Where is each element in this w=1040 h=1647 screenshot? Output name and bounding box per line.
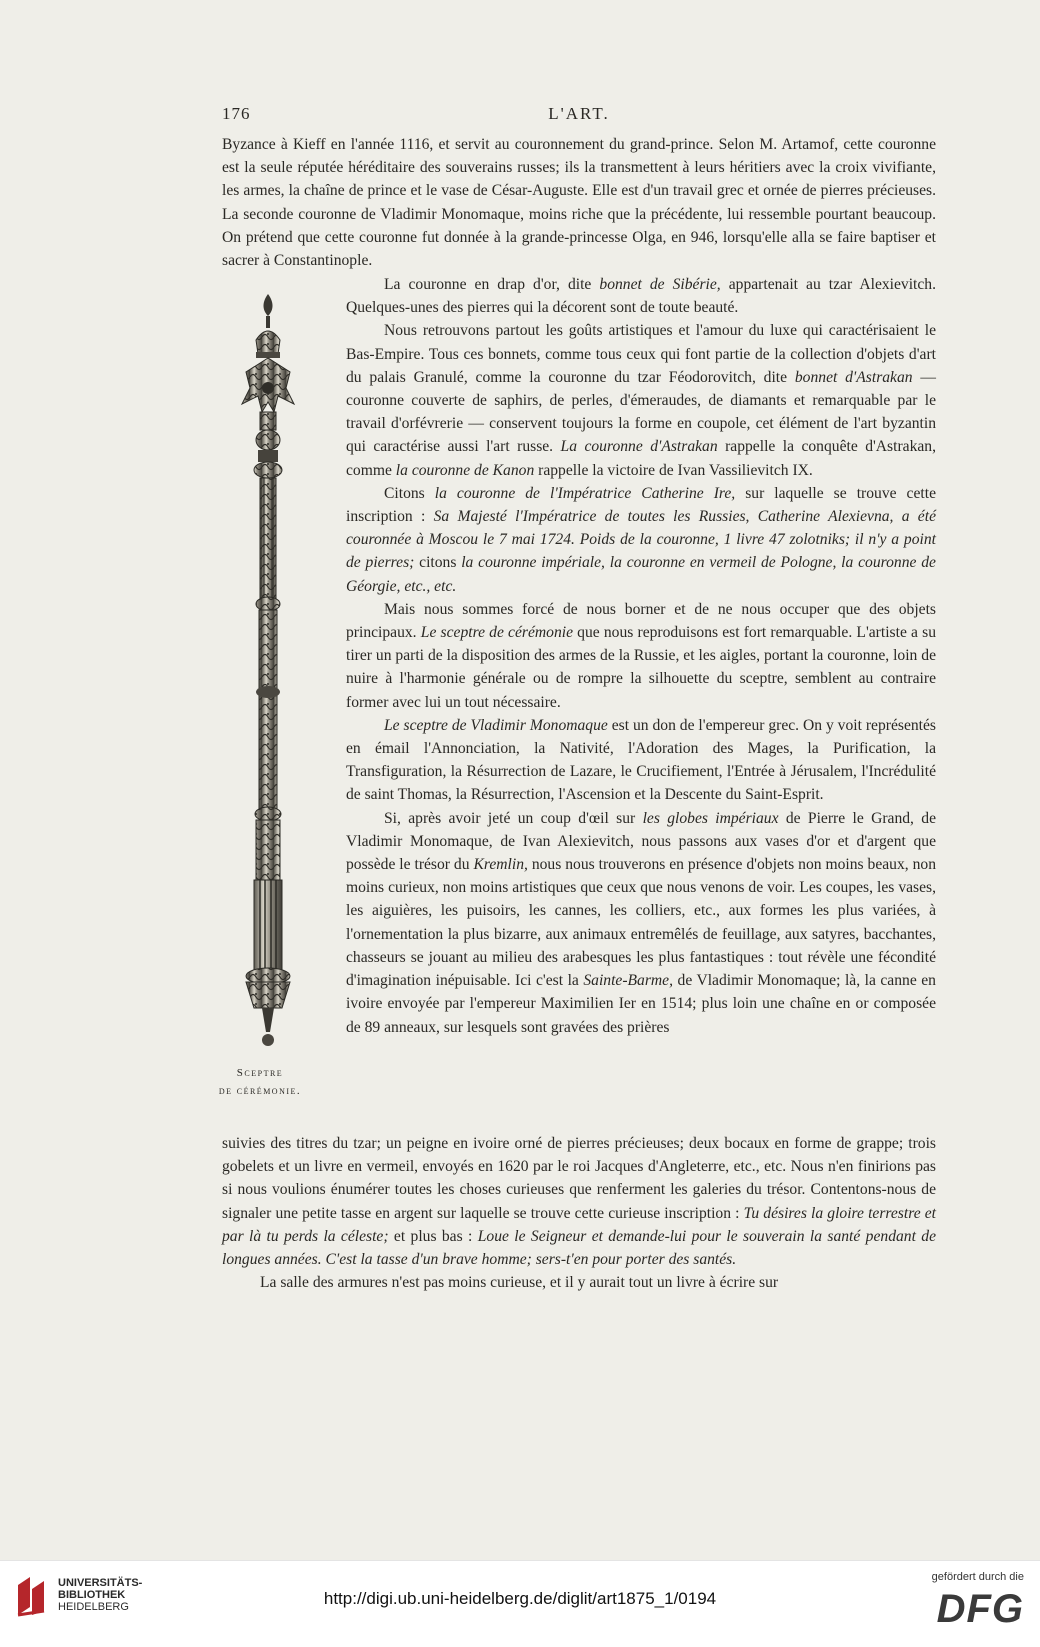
viewer-footer: [0, 1560, 1040, 1647]
text-block-top: [222, 133, 936, 272]
running-header: [222, 104, 936, 128]
text-block-column: [346, 273, 936, 1039]
dfg-funding-label: gefördert durch die: [931, 1571, 1024, 1583]
paragraph-nous: Nous retrouvons partout les goûts artistiques et l'amour du luxe qui caractérisaient le Bas-Empire. Tous ces bonnets, comme tous ceux qui font partie de la collection d'objets d'art du palais Granulé, comme la couronne du tzar Féodorovitch, dite bonnet d'Astrakan — couronne couverte de saphirs, de perles, d'émeraudes, de diamants et remarquable par le travail d'orfévrerie — conservent toujours la forme en coupole, cet élément de l'art byzantin qui caractérise aussi l'art russe. La couronne d'Astrakan rappelle la conquête d'Astrakan, comme la couronne de Kanon rappelle la victoire de Ivan Vassilievitch IX.: [346, 322, 936, 479]
paragraph-mais: Mais nous sommes forcé de nous borner et de ne nous occuper que des objets principaux. Le sceptre de cérémonie que nous reproduisons est fort remarquable. L'artiste a su tirer un parti de la disposition des armes de la Russie, et les aigles, portant la couronne, loin de nuire à l'harmonie générale ou de rompre la silhouette du sceptre, semblent au contraire former avec lui un tout nécessaire.: [346, 600, 936, 711]
dfg-logo[interactable]: DFG: [936, 1587, 1024, 1631]
paragraph-sceptre: Le sceptre de Vladimir Monomaque est un don de l'empereur grec. On y voit représentés en émail l'Annonciation, la Nativité, l'Adoration des Mages, la Purification, la Transfiguration, la Résurrection de Lazare, le Crucifiement, l'Entrée à Jérusalem, l'Incrédulité de saint Thomas, la Résurrection, l'Ascension et la Descente du Saint-Esprit.: [346, 716, 936, 804]
university-library-name[interactable]: UNIVERSITÄTS- BIBLIOTHEK HEIDELBERG: [58, 1577, 143, 1613]
caption-line-2: de cérémonie.: [218, 1085, 302, 1097]
paragraph-citons: Citons la couronne de l'Impératrice Catherine Ire, sur laquelle se trouve cette inscription : Sa Majesté l'Impératrice de toutes les Russies, Catherine Alexievna, a été couronnée à Moscou le 7 mai 1724. Poids de la couronne, 1 livre 47 zolotniks; il n'y a point de pierres; citons la couronne impériale, la couronne en vermeil de Pologne, la couronne de Géorgie, etc., etc.: [346, 484, 936, 595]
journal-title: L'ART.: [548, 104, 610, 123]
paragraph-byzance: Byzance à Kieff en l'année 1116, et servit au couronnement du grand-prince. Selon M. Artamof, cette couronne est la seule réputée héréditaire des souverains russes; ils la transmettent à leurs héritiers avec la croix vivifiante, les armes, la chaîne de prince et le vase de César-Auguste. Elle est d'un travail grec et ornée de pierres précieuses. La seconde couronne de Vladimir Monomaque, moins riche que la précédente, lui ressemble pourtant beaucoup. On prétend que cette couronne fut donnée à la grande-princesse Olga, en 946, lorsqu'elle alla se faire baptiser et sacrer à Constantinople.: [222, 136, 936, 270]
page-number: 176: [222, 104, 251, 123]
permalink-url[interactable]: http://digi.ub.uni-heidelberg.de/diglit/art1875_1/0194: [323, 1589, 717, 1608]
paragraph-si: Si, après avoir jeté un coup d'œil sur les globes impériaux de Pierre le Grand, de Vladimir Monomaque, de Ivan Alexievitch, nous passons aux vases d'or et d'argent que possède le trésor du Kremlin, nous nous trouverons en présence d'objets non moins beaux, non moins curieux, non moins artistiques que ceux que nous venons de voir. Les coupes, les vases, les aiguières, les puisoirs, les cannes, les colliers, etc., aux formes les plus variées, à l'ornementation la plus bizarre, aux animaux entremêlés de feuillage, aux satyres, bacchantes, chasseurs se jouant au milieu des arabesques les plus fantastiques : tout révèle une fécondité d'imagination inépuisable. Ici c'est la Sainte-Barme, de Vladimir Monomaque; là, la canne en ivoire envoyée par l'empereur Maximilien Ier en 1514; plus loin une chaîne en or composée de 89 anneaux, sur lesquels sont gravées des prières: [346, 809, 936, 1036]
sceptre-illustration: [238, 292, 298, 1054]
text-block-bottom: [222, 1132, 936, 1294]
figure-caption: [205, 1064, 315, 1100]
paragraph-bonnet: La couronne en drap d'or, dite bonnet de Sibérie, appartenait au tzar Alexievitch. Quelques-unes des pierres qui la décorent sont de toute beauté.: [346, 276, 936, 317]
caption-line-1: Sceptre: [236, 1067, 284, 1079]
paragraph-salle: La salle des armures n'est pas moins curieuse, et il y aurait tout un livre à écrire sur: [260, 1274, 779, 1292]
paragraph-continuation: suivies des titres du tzar; un peigne en ivoire orné de pierres précieuses; deux bocaux en forme de grappe; trois gobelets et un livre en vermeil, envoyés en 1620 par le roi Jacques d'Angleterre, etc., etc. Nous n'en finirions pas si nous voulions énumérer toutes les choses curieuses que renferment les galeries du trésor. Contentons-nous de signaler une petite tasse en argent sur laquelle se trouve cette curieuse inscription : Tu désires la gloire terrestre et par là tu perds la céleste; et plus bas : Loue le Seigneur et demande-lui pour le souverain la santé pendant de longues années. C'est la tasse d'un brave homme; sers-t'en pour porter des santés.: [222, 1135, 936, 1269]
